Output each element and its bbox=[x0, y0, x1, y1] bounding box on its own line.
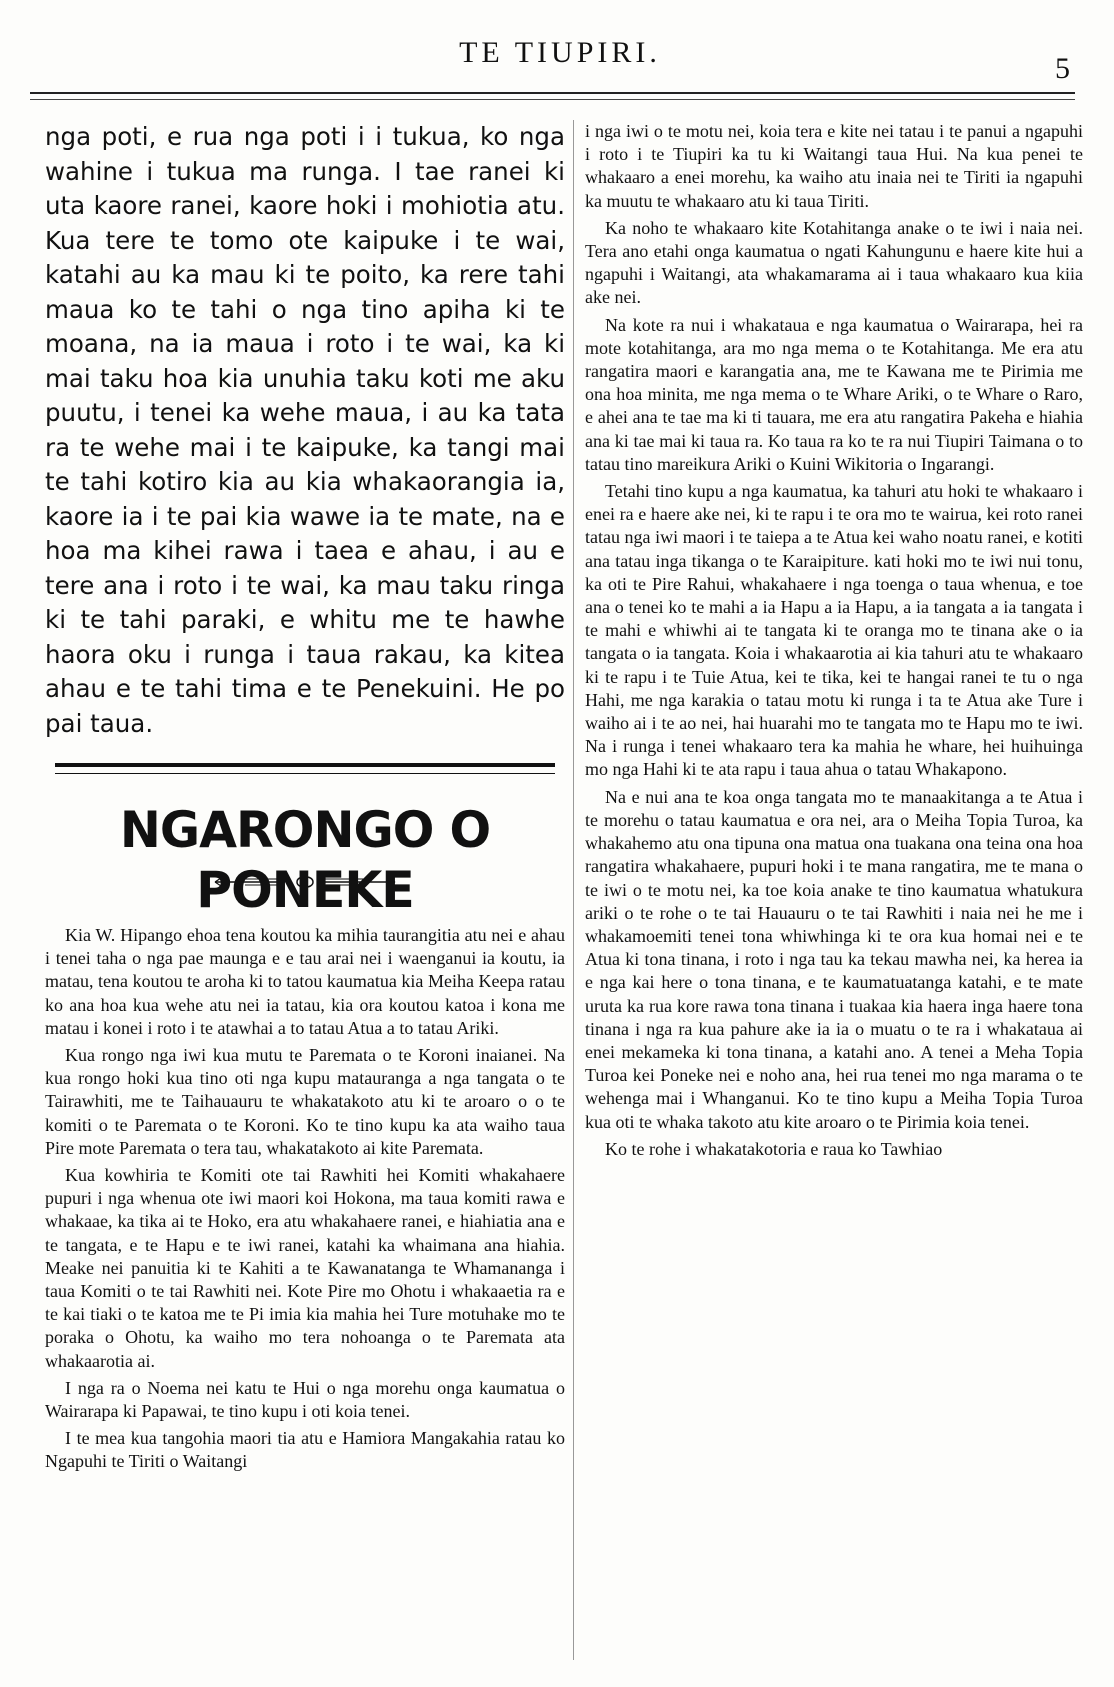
paragraph: I te mea kua tangohia maori tia atu e Hamiora Mangakahia ratau ko Ngapuhi te Tiriti o Waitangi bbox=[45, 1428, 565, 1472]
section-divider-rule bbox=[55, 763, 555, 774]
left-column bbox=[45, 120, 565, 1478]
paragraph: Tetahi tino kupu a nga kaumatua, ka tahuri atu hoki te whakaaro i enei ra e haere ake nei, ki te rapu i te ora mo te wairua, kei roto ranei tatau nga iwi maori i te taiepa a te Atua kei waho noatu ranei, e kotiti ana tatau inga tikanga o te Karaipiture. kati hoki mo te iwi nui tonu, ka oti te Pire Rahui, whakahaere i nga toenga o taua whenua, e toe ana o tenei ko te mahi a ia Hapu a ia Hapu, a ia tangata a ia tangata i te mahi e whiwhi ai te tangata ki te oranga mo te tinana ake o ia tangata o ia tangata. Koia i whakaarotia ai kia tahuri atu te whakaaro ki te rapu i te Tuie Atua, kei te tika, kei te hangai ranei te tu o nga Hahi, me nga karakia o tatau motu ki runga i ta te Atua ake Ture i waiho ai i te ao nei, hai huarahi mo te tangata mo te Hapu mo te iwi. Na i runga i tenei whakaaro tera ka mahia he whare, hei huihuinga mo nga Hahi ki te ata rapu i taua ahua o tatau Whakapono. bbox=[585, 481, 1083, 780]
section-heading: NGARONGO O PONEKE bbox=[119, 801, 491, 919]
paragraph: i nga iwi o te motu nei, koia tera e kite nei tatau i te panui a ngapuhi i roto i te Tiupiri ka tu ki Waitangi taua Hui. Na kua penei te whakaaro a enei morehu, ka waiho atu inaia nei te Tiriti ia ngapuhi ka muutu te whakaaro atu ki taua Tiriti. bbox=[585, 121, 1083, 211]
paragraph: Kua rongo nga iwi kua mutu te Paremata o te Koroni inaianei. Na kua rongo hoki kua tino oti nga kupu matauranga a nga tangata o te Tairawhiti, me te Taihauauru te whakatakoto atu ki te aroaro o o te komiti o te Paremata o te Koroni. Ko te tino kupu ka ata waiho taua Pire mote Paremata o tera tau, whakatakoto ai kite Paremata. bbox=[45, 1045, 565, 1158]
paragraph: Na e nui ana te koa onga tangata mo te manaakitanga a te Atua i te morehu o tatau kaumatua e ora nei, ara o Meiha Topia Turoa, ka whakahemo atu ona tipuna ona matua ona tuakana ona teina ona hoa rangatira whakahaere, pupuri hoki i te mana rangatira, me te mana o te iwi o te motu nei, ka toe koia anake te tino kaumatua whatukura ariki o te rohe o te tai Hauauru o te tai Rawhiti i naia nei he me i whakamoemiti tenei tona whiwhinga ki te ora kua homai nei e te Atua ki tona tinana, i roto i nga tau ka tekau mawha nei, ka herea ia e nga kai here o tona tinana, e te kaumatuatanga katahi, e te mate uruta ka rua kore rawa tona tinana i tuakaa kia haera inga haere tona tinana i nga ra kua pahure ake ia ia o muatu o te ra i whakatauа ai enei mekameka ki tona tinana, a katahi ano. A tenei a Meha Topia Turoa kei Poneke nei e noho ana, hei rua tenei mo nga marama o te wehenga mai i Whanganui. Ko te tino kupu a Meiha Topia Turoa kua oti te whaka takoto atu kite aroaro o te Pirimia koia tenei. bbox=[585, 786, 1083, 1132]
paragraph: Kua kowhiria te Komiti ote tai Rawhiti hei Komiti whakahaere pupuri i nga whenua ote iwi maori koi Hokona, ma taua komiti rawa e whakaae, ka tika ai te Hoko, era atu whakahaere ranei, e hiahiatia ana e te tangata, e te Hapu e te iwi ranei, katahi ka whaimana ana hiahia. Meake nei panuitia ki te Kahiti a te Kawanatanga te Whamananga i taua Komiti o te tai Rawhiti nei. Kote Pire mo Ohotu i whakaaetia ra e te kai tiaki o te katoa me te Pi imia kia mahia hei Ture motuhake mo te poraka o Ohotu, ka waiho mo tera nohoanga o te Paremata ata whakaarotia ai. bbox=[45, 1165, 565, 1371]
story-continuation: nga poti, e rua nga poti i i tukua, ko nga wahine i tukua ma runga. I tae ranei ki uta kaore ranei, kaore hoki i mohiotia atu. Kua tere te tomo ote kaipuke i te wai, katahi au ka mau ki te poito, ka rere tahi maua ko te tahi o nga tino apiha ki te moana, na ia maua i roto i te wai, ka ki mai taku hoa kia unuhia taku koti me aku puutu, i tenei ka wehe maua, i au ka tata ra te wehe mai i te kaipuke, ka tangi mai te tahi kotiro kia au kia whakaorangia ia, kaore ia i te pai kia wawe ia te mate, na e hoa ma kihei rawa i taea e ahau, i au e tere ana i roto i te wai, ka mau taku ringa ki te tahi paraki, e whitu me te hawhe haora oku i runga i taua rakau, ka kitea ahau e te tahi tima e te Penekuini. He po pai taua. bbox=[45, 122, 565, 738]
right-column bbox=[585, 120, 1083, 1165]
column-divider bbox=[573, 120, 574, 1660]
paragraph: Ko te rohe i whakatakotoria e raua ko Tawhiao bbox=[605, 1138, 943, 1159]
page-header bbox=[30, 30, 1090, 85]
paragraph: Na kote ra nui i whakatauа e nga kaumatua o Wairarapa, hei ra mote kotahitanga, ara mo nga mema o te Kotahitanga. Me era atu rangatira maori e karangatia ana, me te Kawana me te Pirimia me ona hoa minita, me nga mema o te Whare Ariki, o te Whare o Raro, e ahei ana te tae ma ki ti tauara, me era atu rangatira Pakeha e hiahia ana ki tae mai ki taua ra. Ko taua ra ko te ra nui Tiupiri Taimana o to tatau tino mareikura Ariki o Kuini Wikitoria o Ingarangi. bbox=[585, 314, 1083, 474]
running-title: TE TIUPIRI. bbox=[459, 36, 661, 69]
header-rule bbox=[30, 92, 1075, 100]
paragraph: Kia W. Hipango ehoa tena koutou ka mihia taurangitia atu nei e ahau i tenei taha o nga pae maunga e e tau arai nei i waenganui ia koutu, ia matau, tena koutou te aroha ki to tatou kaumatua kia Meiha Keepa ratau ko ana hoa kua wehe atu nei ia tatau, kia ora koutou katoa i kona me matau i konei i roto i te atawhai a to tatau Atua a to tatau Ariki. bbox=[45, 925, 565, 1038]
page-number: 5 bbox=[1055, 52, 1070, 85]
paragraph: Ka noho te whakaaro kite Kotahitanga anake o te iwi i naia nei. Tera ano etahi onga kaumatua o ngati Kahungunu e haere kite hui a ngapuhi i Waitangi, ata whakamarama ai i taua whakaaro kua kiia ake nei. bbox=[585, 217, 1083, 308]
paragraph: I nga ra o Noema nei katu te Hui o nga morehu onga kaumatua o Wairarapa ki Papawai, te tino kupu i oti koia tenei. bbox=[45, 1377, 565, 1422]
